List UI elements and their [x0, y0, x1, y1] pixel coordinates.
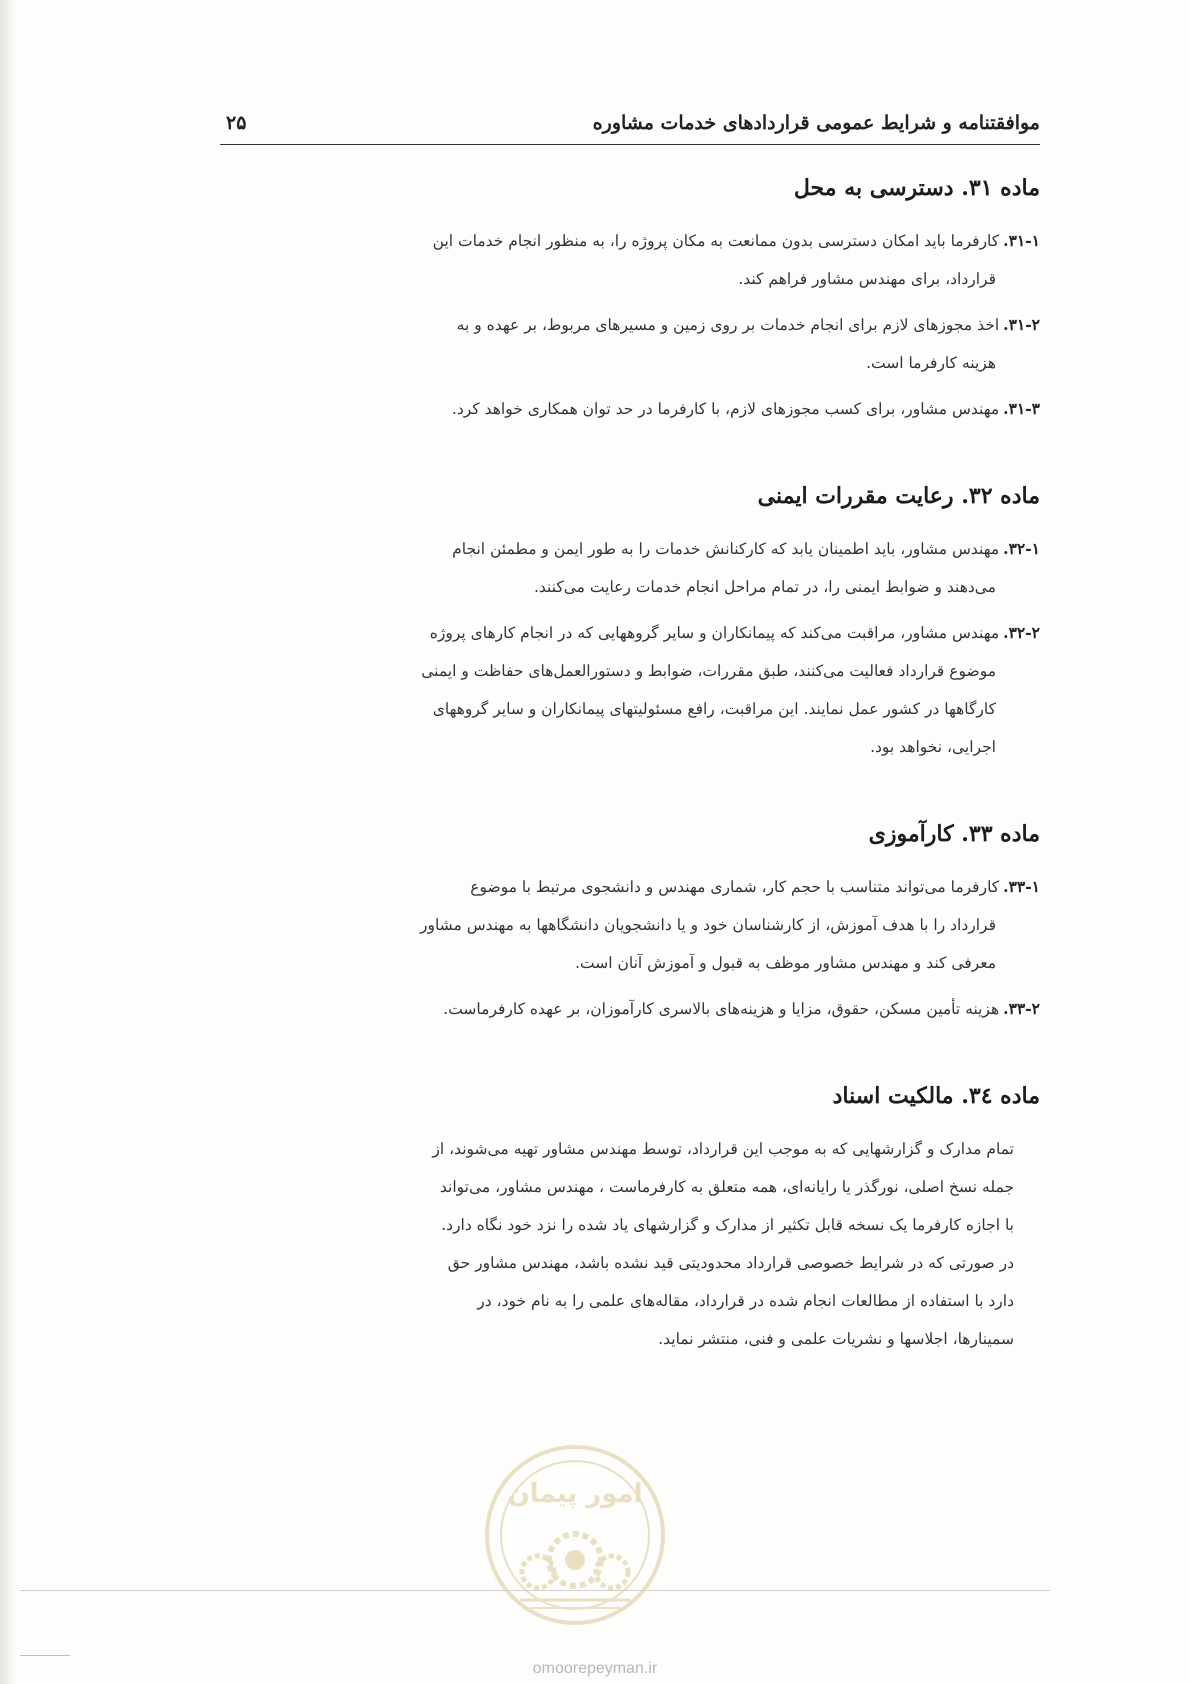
clause-text: هزینه تأمین مسکن، حقوق، مزایا و هزینه‌های بالاسری کارآموزان، بر عهده کارفرماست.: [443, 1000, 1000, 1018]
clause-text-cont: قرارداد را با هدف آموزش، از کارشناسان خود و یا دانشجویان دانشگاهها به مهندس مشاور: [419, 916, 996, 934]
clause-text: کارفرما باید امکان دسترسی بدون ممانعت به مکان پروژه را، به منظور انجام خدمات این: [432, 232, 1000, 250]
paragraph-line: جمله نسخ اصلی، نورگذر یا رایانه‌ای، همه متعلق به کارفرماست ، مهندس مشاور، می‌تواند: [439, 1178, 1014, 1196]
clause-32-2: [228, 614, 1040, 766]
footer-margin-mark: [20, 1655, 70, 1656]
header-title: موافقتنامه و شرایط عمومی قراردادهای خدمات مشاوره: [592, 112, 1040, 134]
clause-text: کارفرما می‌تواند متناسب با حجم کار، شماری مهندس و دانشجوی مرتبط با موضوع: [470, 878, 1000, 896]
clause-text: مهندس مشاور، مراقبت می‌کند که پیمانکاران و سایر گروههایی که در انجام کارهای پروژه: [429, 624, 1000, 642]
clause-31-3: [228, 390, 1040, 428]
clause-number: ۳۳-۲.: [1003, 999, 1040, 1018]
clause-text: مهندس مشاور، برای کسب مجوزهای لازم، با کارفرما در حد توان همکاری خواهد کرد.: [451, 400, 1000, 418]
clause-number: ۳۱-۳.: [1003, 399, 1040, 418]
section-heading-32: ماده ۳۲. رعایت مقررات ایمنی: [757, 483, 1040, 509]
paragraph-line: دارد با استفاده از مطالعات انجام شده در قرارداد، مقاله‌های علمی را به نام خود، در: [477, 1292, 1014, 1310]
site-watermark: omoorepeyman.ir: [532, 1660, 658, 1677]
clause-number: ۳۳-۱.: [1003, 877, 1040, 896]
section-heading-33: ماده ۳۳. کارآموزی: [868, 821, 1040, 847]
clause-text-cont: موضوع قرارداد فعالیت می‌کنند، طبق مقررات، ضوابط و دستورالعمل‌های حفاظت و ایمنی: [421, 662, 996, 680]
page-edge-shadow: [0, 0, 16, 1684]
section-heading-34: ماده ۳٤. مالکیت اسناد: [832, 1083, 1040, 1109]
section-34-paragraph: [228, 1130, 1040, 1358]
clause-text: مهندس مشاور، باید اطمینان یابد که کارکنانش خدمات را به طور ایمن و مطمئن انجام: [452, 540, 1000, 558]
clause-text-cont: هزینه کارفرما است.: [866, 354, 996, 372]
clause-33-1: [228, 868, 1040, 982]
page-number: ۲۵: [226, 112, 247, 134]
stamp-text: امور پیمان: [507, 1479, 643, 1509]
clause-text-cont: قرارداد، برای مهندس مشاور فراهم کند.: [738, 270, 996, 288]
header-rule: [220, 144, 1040, 145]
running-header: [220, 110, 1040, 142]
clause-text-cont: کارگاهها در کشور عمل نمایند. این مراقبت، رافع مسئولیتهای پیمانکاران و سایر گروههای: [432, 700, 996, 718]
paragraph-line: سمینارها، اجلاسها و نشریات علمی و فنی، منتشر نماید.: [658, 1330, 1014, 1348]
clause-32-1: [228, 530, 1040, 606]
clause-text-cont: معرفی کند و مهندس مشاور موظف به قبول و آموزش آنان است.: [575, 954, 996, 972]
clause-text-cont: اجرایی، نخواهد بود.: [870, 738, 996, 756]
clause-number: ۳۲-۲.: [1003, 623, 1040, 642]
clause-number: ۳۲-۱.: [1003, 539, 1040, 558]
paragraph-line: در صورتی که در شرایط خصوصی قرارداد محدودیتی قید نشده باشد، مهندس مشاور حق: [447, 1254, 1014, 1272]
footer-rule: [20, 1590, 1050, 1591]
page-content: [228, 168, 1040, 1358]
clause-31-2: [228, 306, 1040, 382]
paragraph-line: با اجازه کارفرما یک نسخه قابل تکثیر از مدارک و گزارشهای یاد شده را نزد خود نگاه دارد.: [441, 1216, 1014, 1234]
paragraph-line: تمام مدارک و گزارشهایی که به موجب این قرارداد، توسط مهندس مشاور تهیه می‌شوند، از: [432, 1140, 1014, 1158]
clause-number: ۳۱-۲.: [1003, 315, 1040, 334]
watermark-stamp-logo: [480, 1440, 670, 1630]
clause-number: ۳۱-۱.: [1003, 231, 1040, 250]
section-heading-31: ماده ۳۱. دسترسی به محل: [793, 175, 1040, 201]
clause-text: اخذ مجوزهای لازم برای انجام خدمات بر روی زمین و مسیرهای مربوط، بر عهده و به: [456, 316, 1000, 334]
clause-31-1: [228, 222, 1040, 298]
clause-33-2: [228, 990, 1040, 1028]
clause-text-cont: می‌دهند و ضوابط ایمنی را، در تمام مراحل انجام خدمات رعایت می‌کنند.: [533, 578, 996, 596]
